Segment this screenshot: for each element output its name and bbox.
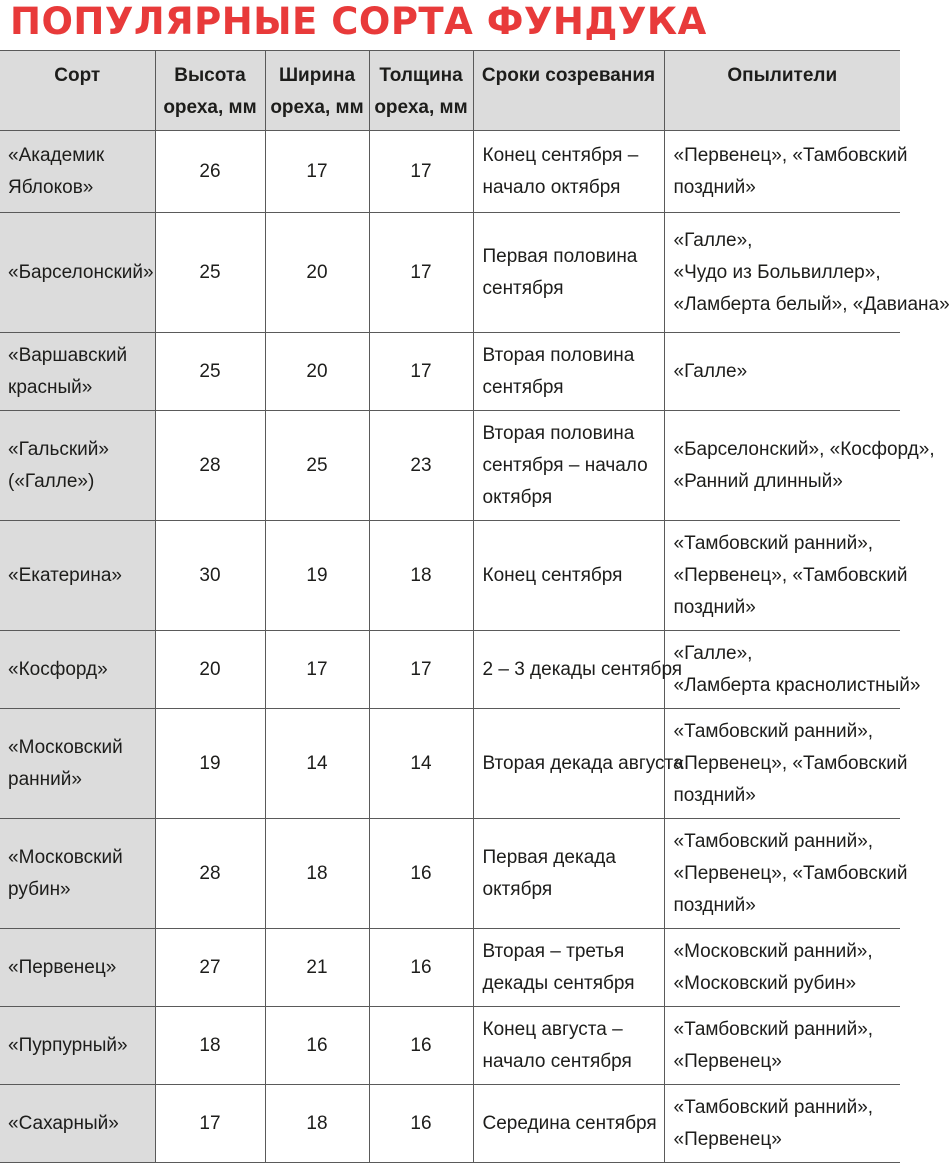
variety-name-cell: [0, 1085, 155, 1163]
table-row: [0, 631, 900, 709]
header-label-line: Сорт: [54, 65, 101, 86]
pollinators-cell-line: «Московский рубин»: [673, 972, 857, 994]
column-header-thickness: [369, 51, 473, 131]
header-label-line: ореха, мм: [270, 97, 364, 118]
variety-name-cell-line: «Первенец»: [8, 956, 117, 978]
variety-name-cell: [0, 709, 155, 819]
header-label-line: Сроки созревания: [481, 65, 656, 86]
thickness-cell: 17: [369, 333, 473, 411]
pollinators-cell-line: «Первенец», «Тамбовский: [673, 144, 908, 166]
pollinators-cell-line: «Первенец»: [673, 1050, 782, 1072]
column-header-width: [265, 51, 369, 131]
ripening-period-cell-line: начало октября: [482, 176, 621, 198]
ripening-period-cell: [473, 709, 684, 819]
pollinators-cell-line: «Барселонский», «Косфорд»,: [673, 438, 935, 460]
ripening-period-cell-line: Вторая половина: [482, 344, 635, 366]
pollinators-cell: [664, 631, 921, 709]
height-cell: 28: [155, 411, 265, 521]
ripening-period-cell-line: начало сентября: [482, 1050, 632, 1072]
variety-name-cell-line: рубин»: [8, 878, 71, 900]
height-cell: 26: [155, 131, 265, 213]
pollinators-cell-line: «Галле»,: [673, 229, 753, 251]
pollinators-cell: [664, 819, 908, 929]
table-row: [0, 521, 900, 631]
thickness-cell: 18: [369, 521, 473, 631]
variety-name-cell-line: («Галле»): [8, 470, 95, 492]
pollinators-cell: [664, 213, 950, 333]
ripening-period-cell-line: декады сентября: [482, 972, 635, 994]
table-header-row: [0, 51, 900, 131]
pollinators-cell-line: «Московский ранний»,: [673, 940, 873, 962]
header-label-line: Опылители: [727, 65, 838, 86]
ripening-period-cell: [473, 819, 664, 929]
table-row: [0, 929, 900, 1007]
variety-name-cell-line: красный»: [8, 376, 93, 398]
header-label-line: Высота: [174, 65, 246, 86]
ripening-period-cell-line: Конец сентября –: [482, 144, 639, 166]
width-cell: 16: [265, 1007, 369, 1085]
ripening-period-cell: [473, 131, 664, 213]
variety-name-cell: [0, 333, 155, 411]
variety-name-cell-line: «Барселонский»: [8, 261, 154, 283]
ripening-period-cell: [473, 929, 664, 1007]
ripening-period-cell-line: октября: [482, 878, 553, 900]
pollinators-cell-line: «Ламберта краснолистный»: [673, 674, 921, 696]
header-label-line: Толщина: [379, 65, 463, 86]
table-row: [0, 709, 900, 819]
ripening-period-cell-line: Вторая половина: [482, 422, 635, 444]
thickness-cell: 14: [369, 709, 473, 819]
hazelnut-varieties-table: [0, 50, 950, 1163]
header-label-line: ореха, мм: [374, 97, 468, 118]
variety-name-cell: [0, 131, 155, 213]
variety-name-cell: [0, 929, 155, 1007]
pollinators-cell: [664, 333, 900, 411]
variety-name-cell: [0, 411, 155, 521]
pollinators-cell-line: поздний»: [673, 784, 756, 806]
variety-name-cell: [0, 213, 155, 333]
variety-name-cell-line: «Екатерина»: [8, 564, 122, 586]
height-cell: 19: [155, 709, 265, 819]
ripening-period-cell-line: Первая половина: [482, 245, 638, 267]
ripening-period-cell: [473, 333, 664, 411]
width-cell: 18: [265, 819, 369, 929]
height-cell: 25: [155, 213, 265, 333]
ripening-period-cell: [473, 213, 664, 333]
header-label-line: Ширина: [278, 65, 356, 86]
variety-name-cell-line: «Варшавский: [8, 344, 128, 366]
thickness-cell: 16: [369, 929, 473, 1007]
pollinators-cell: [664, 1007, 900, 1085]
table-row: [0, 131, 900, 213]
width-cell: 20: [265, 213, 369, 333]
variety-name-cell-line: «Академик: [8, 144, 105, 166]
ripening-period-cell-line: сентября: [482, 376, 564, 398]
ripening-period-cell-line: Середина сентября: [482, 1112, 657, 1134]
pollinators-cell: [664, 709, 908, 819]
pollinators-cell-line: «Первенец», «Тамбовский: [673, 564, 908, 586]
variety-name-cell: [0, 631, 155, 709]
pollinators-cell-line: поздний»: [673, 176, 756, 198]
variety-name-cell: [0, 521, 155, 631]
thickness-cell: 16: [369, 1007, 473, 1085]
pollinators-cell-line: «Ламберта белый», «Давиана»: [673, 293, 950, 315]
width-cell: 20: [265, 333, 369, 411]
thickness-cell: 23: [369, 411, 473, 521]
width-cell: 17: [265, 631, 369, 709]
variety-name-cell-line: «Московский: [8, 846, 123, 868]
pollinators-cell-line: «Тамбовский ранний»,: [673, 1018, 874, 1040]
ripening-period-cell-line: Вторая декада августа: [482, 752, 684, 774]
table-body: [0, 131, 950, 1163]
width-cell: 17: [265, 131, 369, 213]
pollinators-cell-line: «Первенец», «Тамбовский: [673, 752, 908, 774]
variety-name-cell-line: «Московский: [8, 736, 123, 758]
thickness-cell: 17: [369, 213, 473, 333]
pollinators-cell-line: «Тамбовский ранний»,: [673, 830, 874, 852]
table-row: [0, 1007, 900, 1085]
pollinators-cell-line: поздний»: [673, 596, 756, 618]
ripening-period-cell: [473, 1085, 664, 1163]
ripening-period-cell-line: Конец августа –: [482, 1018, 623, 1040]
height-cell: 18: [155, 1007, 265, 1085]
column-header-height: [155, 51, 265, 131]
ripening-period-cell-line: октября: [482, 486, 553, 508]
variety-name-cell-line: «Гальский»: [8, 438, 109, 460]
ripening-period-cell-line: 2 – 3 декады сентября: [482, 658, 683, 680]
table-row: [0, 411, 900, 521]
page-title: ПОПУЛЯРНЫЕ СОРТА ФУНДУКА: [10, 0, 707, 43]
pollinators-cell-line: «Чудо из Больвиллер»,: [673, 261, 881, 283]
height-cell: 27: [155, 929, 265, 1007]
variety-name-cell: [0, 819, 155, 929]
width-cell: 25: [265, 411, 369, 521]
ripening-period-cell: [473, 631, 683, 709]
pollinators-cell-line: «Первенец»: [673, 1128, 782, 1150]
width-cell: 18: [265, 1085, 369, 1163]
column-header-pollinators: [664, 51, 900, 131]
ripening-period-cell-line: Вторая – третья: [482, 940, 625, 962]
ripening-period-cell-line: Конец сентября: [482, 564, 623, 586]
height-cell: 30: [155, 521, 265, 631]
thickness-cell: 17: [369, 631, 473, 709]
pollinators-cell: [664, 521, 908, 631]
pollinators-cell: [664, 411, 935, 521]
height-cell: 20: [155, 631, 265, 709]
table-row: [0, 819, 900, 929]
pollinators-cell-line: «Тамбовский ранний»,: [673, 1096, 874, 1118]
ripening-period-cell-line: Первая декада: [482, 846, 616, 868]
header-label-line: ореха, мм: [163, 97, 257, 118]
pollinators-cell-line: «Тамбовский ранний»,: [673, 720, 874, 742]
ripening-period-cell-line: сентября: [482, 277, 564, 299]
width-cell: 19: [265, 521, 369, 631]
table-row: [0, 213, 900, 333]
thickness-cell: 17: [369, 131, 473, 213]
pollinators-cell-line: «Первенец», «Тамбовский: [673, 862, 908, 884]
ripening-period-cell-line: сентября – начало: [482, 454, 648, 476]
thickness-cell: 16: [369, 1085, 473, 1163]
table-row: [0, 1085, 900, 1163]
variety-name-cell-line: Яблоков»: [8, 176, 94, 198]
thickness-cell: 16: [369, 819, 473, 929]
height-cell: 17: [155, 1085, 265, 1163]
height-cell: 25: [155, 333, 265, 411]
pollinators-cell-line: «Ранний длинный»: [673, 470, 843, 492]
column-header-period: [473, 51, 664, 131]
height-cell: 28: [155, 819, 265, 929]
ripening-period-cell: [473, 411, 664, 521]
column-header-sort: [0, 51, 155, 131]
pollinators-cell: [664, 929, 900, 1007]
variety-name-cell-line: «Сахарный»: [8, 1112, 119, 1134]
pollinators-cell-line: «Галле»: [673, 360, 748, 382]
variety-name-cell: [0, 1007, 155, 1085]
pollinators-cell: [664, 131, 908, 213]
ripening-period-cell: [473, 521, 664, 631]
ripening-period-cell: [473, 1007, 664, 1085]
width-cell: 14: [265, 709, 369, 819]
variety-name-cell-line: «Косфорд»: [8, 658, 108, 680]
pollinators-cell-line: «Тамбовский ранний»,: [673, 532, 874, 554]
pollinators-cell-line: «Галле»,: [673, 642, 753, 664]
pollinators-cell-line: поздний»: [673, 894, 756, 916]
table-row: [0, 333, 900, 411]
width-cell: 21: [265, 929, 369, 1007]
variety-name-cell-line: «Пурпурный»: [8, 1034, 128, 1056]
variety-name-cell-line: ранний»: [8, 768, 82, 790]
pollinators-cell: [664, 1085, 900, 1163]
